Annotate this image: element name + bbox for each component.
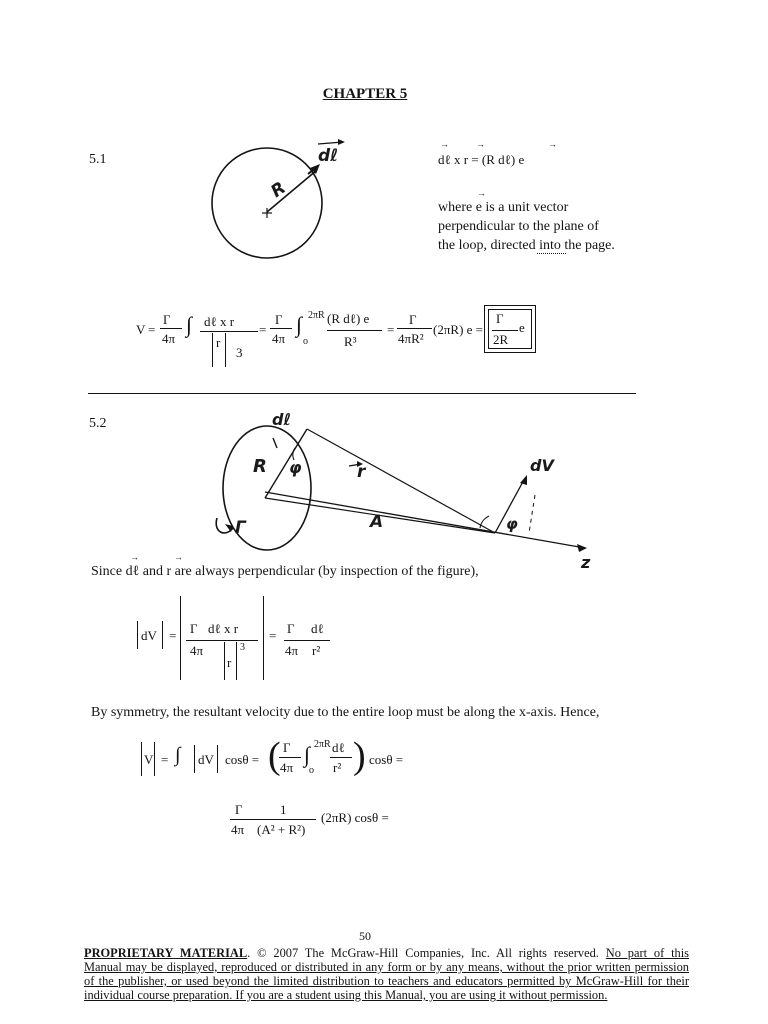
description-line: where e is a unit vector <box>438 200 569 215</box>
eq-dl-cross-r: dℓ x r = (R dℓ) e <box>438 152 525 167</box>
eq51-pow3: 3 <box>236 345 243 360</box>
eqV-gamma: Γ <box>283 740 291 755</box>
chapter-title: CHAPTER 5 <box>322 86 408 102</box>
z-axis <box>265 492 585 548</box>
svg-text:→: → <box>440 139 449 149</box>
eq51-tail: (2πR) e = <box>433 322 483 337</box>
fig52-R-label: R <box>253 456 267 477</box>
integral-sign: ∫ <box>304 742 311 767</box>
fig51-dl-label: dℓ <box>318 146 339 166</box>
eq51-gamma-2: Γ <box>275 312 283 327</box>
eq51-num2: (R dℓ) e <box>327 311 370 326</box>
fig52-phi-label: φ <box>289 458 302 477</box>
fig52-z-label: z <box>581 553 591 572</box>
footer-line: of the publisher, or used beyond the limited distribution to teachers and educators permitted by McGraw-Hill for their <box>84 974 689 988</box>
fig52-dV-label: dV <box>530 456 554 475</box>
proprietary-footer <box>84 946 689 1002</box>
eq52-gamma: Γ <box>190 621 198 636</box>
svg-text:→: → <box>548 139 557 149</box>
notice-start: No part of this <box>605 946 689 960</box>
eq51-4pi: 4π <box>162 331 176 346</box>
eq52-num-r: dℓ <box>311 621 324 636</box>
fig52-dl-label: dℓ <box>272 410 291 429</box>
eq51-lower-limit: o <box>303 336 308 347</box>
problem-5-1-label: 5.1 <box>89 152 107 167</box>
svg-text:→: → <box>477 188 486 198</box>
section-divider <box>88 393 636 394</box>
eq52-dV: dV <box>141 628 157 643</box>
eq51-4pi-2: 4π <box>272 331 286 346</box>
proprietary-label: PROPRIETARY MATERIAL <box>84 946 248 960</box>
eqV-int: ∫ <box>175 744 181 766</box>
eq51-gamma: Γ <box>163 312 171 327</box>
eq51-int-num: dℓ x r <box>204 314 235 329</box>
integral-sign: ∫ <box>186 312 193 337</box>
into-underline <box>537 253 566 254</box>
footer-line: individual course preparation. If you are a student using this Manual, you are using it without permission. <box>84 988 608 1002</box>
box-2R: 2R <box>493 332 509 347</box>
loop-circle <box>212 148 322 258</box>
since-text: Since dℓ and r are always perpendicular (by inspection of the figure), <box>91 564 479 579</box>
eqV-4pi: 4π <box>280 760 294 775</box>
footer-line-1 <box>84 946 689 960</box>
eq52-pow3: 3 <box>240 642 245 653</box>
eqL-tail: (2πR) cosθ = <box>321 810 389 825</box>
fig52-r-label: r <box>357 462 366 482</box>
eq52-r: r <box>227 655 232 670</box>
box-gamma: Γ <box>496 311 504 326</box>
result-box <box>484 305 536 353</box>
figure-5-2-vortex <box>195 420 595 570</box>
eq51-r: r <box>216 335 221 350</box>
since-vector-arrows <box>128 551 188 563</box>
page-number: 50 <box>359 929 371 943</box>
eq51-V: V <box>136 322 146 337</box>
r-vector-line <box>307 429 495 533</box>
svg-text:→: → <box>174 552 183 562</box>
eqV-den: r² <box>333 760 342 775</box>
eqL-one: 1 <box>280 802 287 817</box>
fig52-gamma-label: Γ <box>235 518 246 538</box>
svg-text:→: → <box>476 139 485 149</box>
eq52-gamma-2: Γ <box>287 621 295 636</box>
description-5-1 <box>438 198 615 255</box>
eqV-V: V <box>144 752 154 767</box>
footer-line: Manual may be displayed, reproduced or distributed in any form or by any means, without the prior written permission <box>84 960 689 974</box>
dashed-guide <box>529 495 535 533</box>
eqV-upper: 2πR <box>314 739 331 750</box>
eq-top-vector-arrows <box>436 138 616 150</box>
e-vector-arrow <box>476 187 490 199</box>
eq52-den-r2: r² <box>312 643 321 658</box>
eq52-num: dℓ x r <box>208 621 239 636</box>
eqV-dV: dV <box>198 752 214 767</box>
eq51-den3: 4πR² <box>398 331 424 346</box>
description-line: the loop, directed into the page. <box>438 238 615 253</box>
eq52-4pi-2: 4π <box>285 643 299 658</box>
eq52-4pi: 4π <box>190 643 204 658</box>
fig51-R-label: R <box>267 178 290 202</box>
eqV-tail: cosθ = <box>369 752 404 767</box>
box-e: e <box>519 320 525 335</box>
svg-text:→: → <box>130 552 139 562</box>
problem-5-2-label: 5.2 <box>89 416 107 431</box>
copyright-text: . © 2007 The McGraw-Hill Companies, Inc. All rights reserved. <box>247 946 599 960</box>
eqV-lower: o <box>309 765 314 776</box>
eq51-den2: R³ <box>344 334 357 349</box>
eqV-cos: cosθ = <box>225 752 260 767</box>
description-line: perpendicular to the plane of <box>438 219 599 234</box>
eq51-gamma-3: Γ <box>409 312 417 327</box>
fig52-phi2-label: φ <box>506 515 518 533</box>
fig52-A-label: A <box>370 512 384 532</box>
integral-sign: ∫ <box>296 312 303 337</box>
eqV-num: dℓ <box>332 740 345 755</box>
symmetry-text: By symmetry, the resultant velocity due to the entire loop must be along the x-axis. Hence, <box>91 705 600 720</box>
eqL-4pi: 4π <box>231 822 245 837</box>
eqL-gamma: Γ <box>235 802 243 817</box>
eqL-den: (A² + R²) <box>257 822 306 837</box>
eq51-upper-limit: 2πR <box>308 310 325 321</box>
